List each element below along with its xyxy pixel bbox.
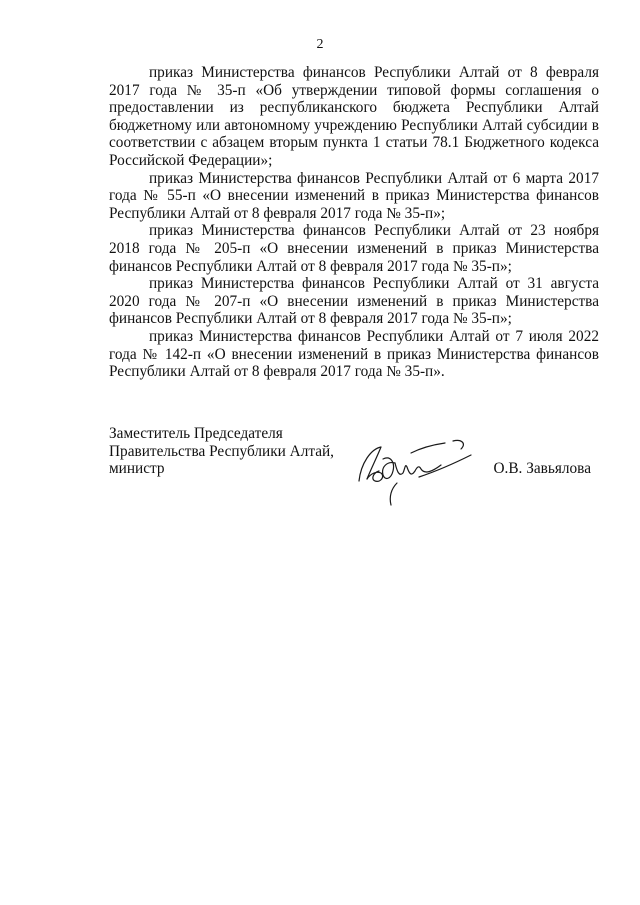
- signer-name: О.В. Завьялова: [493, 460, 591, 477]
- document-body: [109, 64, 599, 381]
- handwritten-signature: [341, 433, 481, 515]
- signer-title-line: Заместитель Председателя: [109, 425, 283, 442]
- page-number: 2: [316, 37, 324, 52]
- order-paragraph: приказ Министерства финансов Республики Алтай от 23 ноября 2018 года № 205-п «О внесении изменений в приказ Министерства финансов Республики Алтай от 8 февраля 2017 года № 35-п»;: [109, 222, 599, 275]
- order-paragraph: приказ Министерства финансов Республики Алтай от 7 июля 2022 года № 142-п «О внесении изменений в приказ Министерства финансов Республики Алтай от 8 февраля 2017 года № 35-п».: [109, 327, 599, 381]
- signer-title-line: министр: [109, 460, 165, 478]
- signer-title: [109, 425, 349, 478]
- signer-title-line: Правительства Республики Алтай,: [109, 442, 335, 460]
- order-paragraph: приказ Министерства финансов Республики Алтай от 8 февраля 2017 года № 35-п «Об утверждении типовой формы соглашения о предоставлении из республиканского бюджета Республики Алтай бюджетному или автономному учреждению Республики Алтай субсидии в соответствии с абзацем вторым пункта 1 статьи 78.1 Бюджетного кодекса Российской Федерации»;: [109, 64, 599, 169]
- order-paragraph: приказ Министерства финансов Республики Алтай от 6 марта 2017 года № 55-п «О внесении изменений в приказ Министерства финансов Республики Алтай от 8 февраля 2017 года № 35-п»;: [109, 169, 599, 222]
- order-paragraph: приказ Министерства финансов Республики Алтай от 31 августа 2020 года № 207-п «О внесении изменений в приказ Министерства финансов Республики Алтай от 8 февраля 2017 года № 35-п»;: [109, 275, 599, 328]
- signature-block: [109, 425, 599, 505]
